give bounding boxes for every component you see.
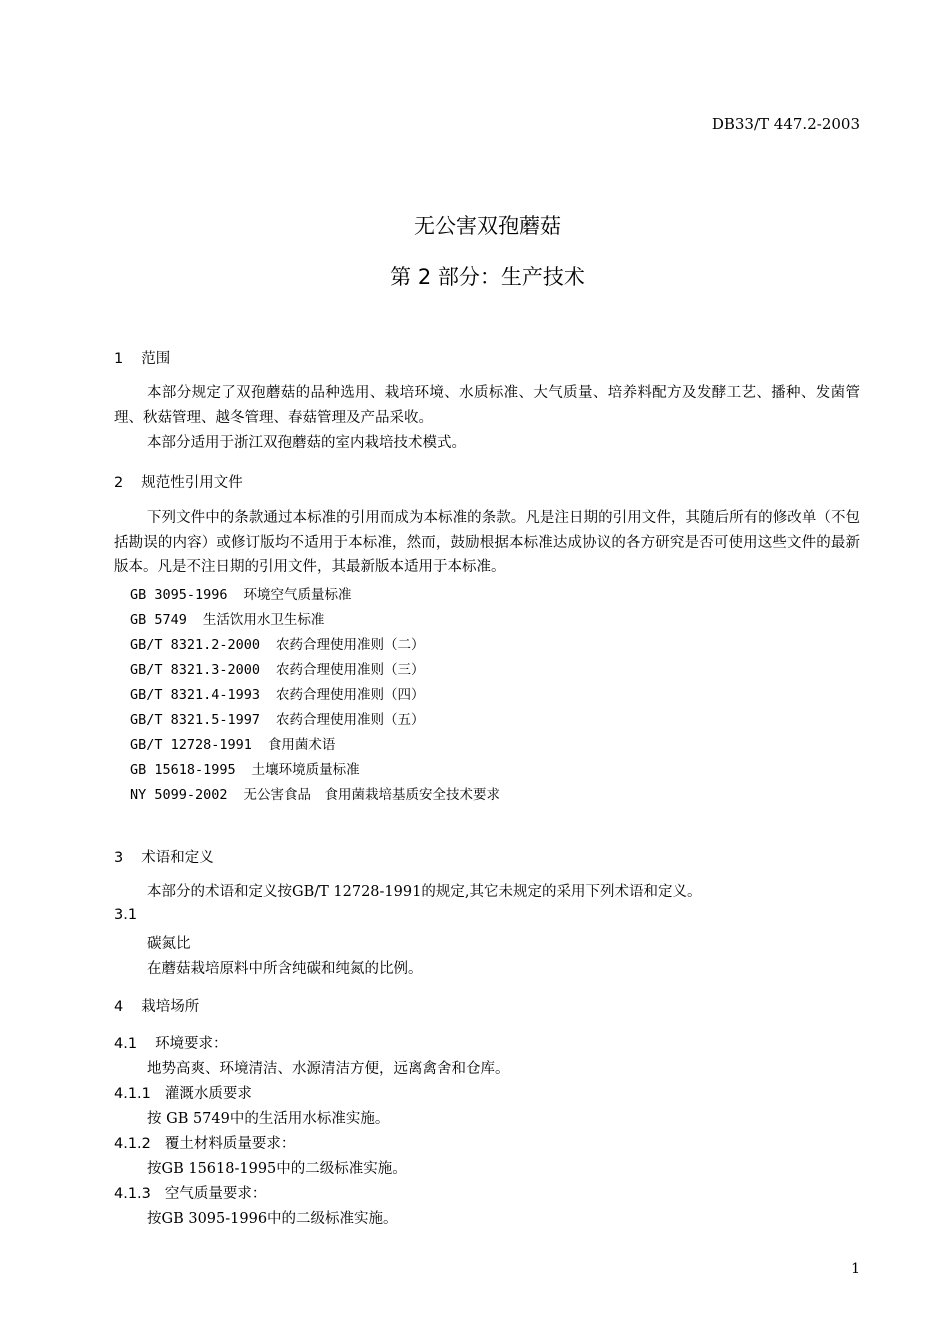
subsection-title: 环境要求： (155, 1036, 228, 1052)
subsection-4-1-1-heading (114, 1082, 252, 1103)
subsection-title: 空气质量要求： (164, 1186, 267, 1202)
subsection-number: 4.1.1 (114, 1086, 151, 1102)
subsection-number: 4.1 (114, 1036, 138, 1052)
document-code: DB33/T 447.2-2003 (711, 115, 860, 133)
reference-item (130, 683, 425, 703)
reference-code: GB/T 12728-1991 (130, 737, 252, 753)
document-title: 无公害双孢蘑菇 (414, 214, 561, 238)
section-number: 4 (114, 999, 124, 1015)
term-title: 碳氮比 (147, 936, 191, 952)
reference-name: 食用菌术语 (267, 737, 336, 753)
reference-code: GB 5749 (130, 612, 187, 628)
subsection-title: 灌溉水质要求 (164, 1086, 252, 1102)
reference-item (130, 783, 500, 803)
document-subtitle: 第 2 部分：生产技术 (390, 265, 585, 289)
reference-name: 环境空气质量标准 (243, 587, 352, 603)
reference-name: 农药合理使用准则（三） (276, 662, 425, 678)
section-title: 规范性引用文件 (141, 475, 243, 491)
section-number: 1 (114, 351, 124, 367)
section-number: 3 (114, 850, 124, 866)
section-title: 范围 (141, 351, 171, 367)
reference-name: 农药合理使用准则（五） (276, 712, 425, 728)
section-number: 2 (114, 475, 124, 491)
reference-item (130, 758, 360, 778)
subsection-4-1-2-heading (114, 1132, 295, 1153)
subsection-4-1-3-text: 按GB 3095-1996中的二级标准实施。 (147, 1211, 398, 1227)
reference-item (130, 708, 425, 728)
section-1-paragraph-2: 本部分适用于浙江双孢蘑菇的室内栽培技术模式。 (147, 435, 466, 451)
reference-item (130, 608, 324, 628)
reference-name: 生活饮用水卫生标准 (202, 612, 325, 628)
reference-code: GB 15618-1995 (130, 762, 236, 778)
section-3-heading (114, 846, 214, 867)
reference-item (130, 633, 425, 653)
reference-code: GB/T 8321.2-2000 (130, 637, 261, 653)
subsection-title: 覆土材料质量要求： (164, 1136, 296, 1152)
subsection-4-1-text: 地势高爽、环境清洁、水源清洁方便，远离禽舍和仓库。 (147, 1061, 510, 1077)
section-2-paragraph: 下列文件中的条款通过本标准的引用而成为本标准的条款。凡是注日期的引用文件，其随后所有的修改单（不包括勘误的内容）或修订版均不适用于本标准，然而，鼓励根据本标准达成协议的各方研究是否可使用这些文件的最新版本。凡是不注日期的引用文件，其最新版本适用于本标准。 (114, 510, 860, 575)
subsection-number: 3.1 (114, 907, 138, 923)
section-title: 栽培场所 (141, 999, 200, 1015)
reference-code: GB/T 8321.4-1993 (130, 687, 261, 703)
section-1-paragraph-1: 本部分规定了双孢蘑菇的品种选用、栽培环境、水质标准、大气质量、培养料配方及发酵工艺、播种、发菌管理、秋菇管理、越冬管理、春菇管理及产品采收。 (114, 385, 860, 426)
reference-name: 农药合理使用准则（二） (276, 637, 425, 653)
subsection-number: 4.1.3 (114, 1186, 151, 1202)
subsection-number: 4.1.2 (114, 1136, 151, 1152)
reference-name: 无公害食品 食用菌栽培基质安全技术要求 (243, 787, 501, 803)
reference-code: GB/T 8321.3-2000 (130, 662, 261, 678)
reference-item (130, 583, 352, 603)
term-definition: 在蘑菇栽培原料中所含纯碳和纯氮的比例。 (147, 961, 423, 977)
subsection-4-1-2-text: 按GB 15618-1995中的二级标准实施。 (147, 1161, 407, 1177)
reference-name: 农药合理使用准则（四） (276, 687, 425, 703)
section-1-heading (114, 347, 170, 368)
section-2-heading (114, 471, 243, 492)
page-number: 1 (851, 1261, 860, 1277)
reference-code: GB/T 8321.5-1997 (130, 712, 261, 728)
subsection-4-1-heading (114, 1032, 228, 1053)
reference-code: GB 3095-1996 (130, 587, 228, 603)
subsection-4-1-3-heading (114, 1182, 266, 1203)
reference-code: NY 5099-2002 (130, 787, 228, 803)
section-4-heading (114, 995, 199, 1016)
reference-name: 土壤环境质量标准 (251, 762, 360, 778)
reference-item (130, 733, 335, 753)
reference-item (130, 658, 425, 678)
subsection-4-1-1-text: 按 GB 5749中的生活用水标准实施。 (147, 1111, 390, 1127)
section-title: 术语和定义 (141, 850, 214, 866)
section-3-paragraph: 本部分的术语和定义按GB/T 12728-1991的规定,其它未规定的采用下列术语和定义。 (147, 884, 702, 900)
